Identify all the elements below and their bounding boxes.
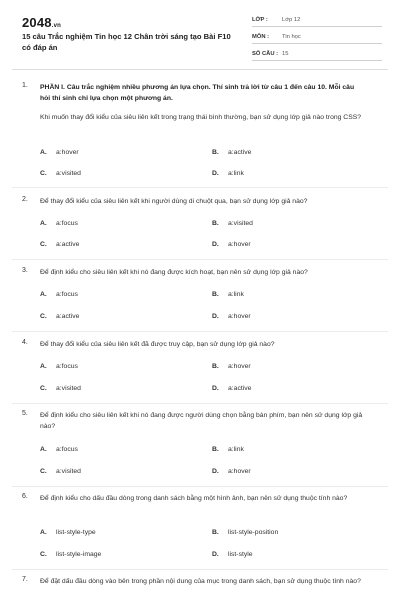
option-text: a:focus [56,446,78,453]
question-number: 3. [22,267,28,274]
question-number: 6. [22,493,28,500]
option-a[interactable] [40,148,79,158]
option-text: list-style-type [56,529,96,536]
option-text: a:hover [228,363,251,370]
option-letter: C. [40,551,47,558]
option-letter: C. [40,313,47,320]
option-letter: B. [212,446,219,453]
option-c[interactable] [40,169,81,179]
option-text: a:hover [228,241,251,248]
option-text: a:active [228,385,252,392]
option-c[interactable] [40,240,79,250]
meta-panel [252,15,382,66]
option-text: a:active [56,313,80,320]
option-d[interactable] [212,312,251,322]
option-text: a:link [228,170,244,177]
question-divider [12,187,388,188]
option-text: list-style-image [56,551,102,558]
question-divider [12,403,388,404]
option-letter: A. [40,291,47,298]
question-divider [12,259,388,260]
option-text: a:focus [56,363,78,370]
option-c[interactable] [40,312,79,322]
option-d[interactable] [212,550,253,560]
option-text: a:visited [56,468,81,475]
question-text: Để định kiểu cho siêu liên kết khi nó đang được kích hoạt, bạn nên sử dụng lớp giả nào? [40,269,308,276]
option-text: a:link [228,446,244,453]
option-b[interactable] [212,148,251,158]
option-text: a:visited [56,385,81,392]
option-c[interactable] [40,467,81,477]
document-header [0,0,400,66]
question-number: 5. [22,410,28,417]
meta-row-count [252,49,382,61]
option-d[interactable] [212,467,251,477]
option-letter: D. [212,385,219,392]
question-text: Để đặt dấu đầu dòng vào bên trong phần nội dung của mục trong danh sách, bạn sử dụng thuộc tính nào? [40,578,361,585]
question-text: Để thay đổi kiểu của siêu liên kết đã được truy cập, bạn sử dụng lớp giả nào? [40,341,275,348]
option-text: a:link [228,291,244,298]
option-d[interactable] [212,240,251,250]
question-text: Để định kiểu cho siêu liên kết khi nó đang được người dùng chọn bằng bàn phím, bạn nên sử dụng lớp giả nào? [40,412,363,430]
meta-label: LỚP : [252,17,268,23]
option-letter: B. [212,529,219,536]
option-b[interactable] [212,445,244,455]
option-text: a:visited [228,220,253,227]
option-d[interactable] [212,384,251,394]
question-divider [12,569,388,570]
option-b[interactable] [212,219,253,229]
meta-value: Lớp 12 [282,17,301,23]
option-text: list-style-position [228,529,279,536]
site-logo[interactable] [22,15,61,30]
meta-label: SỐ CÂU : [252,51,279,57]
meta-row-grade [252,15,382,27]
option-text: list-style [228,551,253,558]
option-letter: C. [40,385,47,392]
option-text: a:hover [228,313,251,320]
option-letter: A. [40,529,47,536]
option-letter: B. [212,291,219,298]
option-a[interactable] [40,290,78,300]
option-letter: C. [40,241,47,248]
question-number: 7. [22,576,28,583]
question-number: 1. [22,82,28,89]
option-c[interactable] [40,384,81,394]
section-instruction: PHẦN I. Câu trắc nghiệm nhiều phương án lựa chọn. Thí sinh trả lời từ câu 1 đến câu 10. Mỗi câu hỏi thí sinh chỉ lựa chọn một phương án. [40,84,355,102]
option-d[interactable] [212,169,244,179]
option-a[interactable] [40,528,96,538]
option-letter: B. [212,149,219,156]
option-letter: A. [40,446,47,453]
option-letter: D. [212,170,219,177]
meta-label: MÔN : [252,34,270,40]
option-letter: D. [212,313,219,320]
option-letter: A. [40,220,47,227]
page-title: 15 câu Trắc nghiệm Tin học 12 Chân trời sáng tạo Bài F10 có đáp án [22,32,231,52]
question-number: 4. [22,339,28,346]
option-letter: D. [212,551,219,558]
option-letter: C. [40,170,47,177]
option-letter: D. [212,241,219,248]
option-text: a:active [228,149,252,156]
header-divider [12,69,388,70]
question-divider [12,331,388,332]
option-b[interactable] [212,528,278,538]
logo-main: 2048 [22,15,52,30]
option-b[interactable] [212,362,251,372]
option-text: a:hover [56,149,79,156]
option-b[interactable] [212,290,244,300]
option-text: a:visited [56,170,81,177]
question-number: 2. [22,196,28,203]
option-letter: D. [212,468,219,475]
option-text: a:hover [228,468,251,475]
logo-sub: .vn [51,23,62,29]
option-letter: B. [212,220,219,227]
option-text: a:focus [56,291,78,298]
meta-value: 15 [282,51,289,57]
question-text: Để định kiểu cho dấu đầu dòng trong danh sách bằng một hình ảnh, bạn nên sử dụng thuộc tính nào? [40,495,348,502]
question-text: Khi muốn thay đổi kiểu của siêu liên kết trong trạng thái bình thường, bạn sử dụng lớp giả nào trong CSS? [40,114,362,121]
option-c[interactable] [40,550,101,560]
option-a[interactable] [40,362,78,372]
option-letter: C. [40,468,47,475]
question-text: Để thay đổi kiểu của siêu liên kết khi người dùng di chuột qua, bạn sử dụng lớp giả nào? [40,198,308,205]
option-letter: A. [40,363,47,370]
option-text: a:active [56,241,80,248]
option-letter: B. [212,363,219,370]
option-letter: A. [40,149,47,156]
meta-value: Tin học [282,34,301,40]
meta-row-subject [252,32,382,44]
option-text: a:focus [56,220,78,227]
question-divider [12,486,388,487]
option-a[interactable] [40,445,78,455]
option-a[interactable] [40,219,78,229]
